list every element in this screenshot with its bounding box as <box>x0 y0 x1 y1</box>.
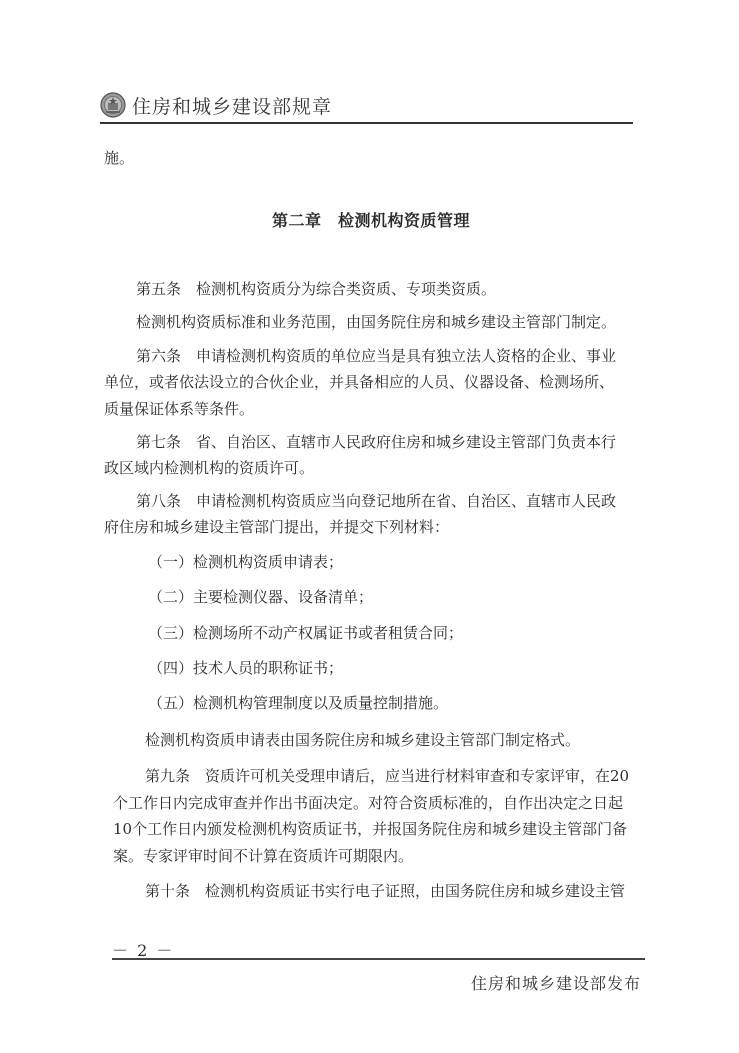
footer-rule <box>112 958 645 960</box>
list-item: （二）主要检测仪器、设备清单； <box>148 588 374 606</box>
paragraph-line: 第六条 申请检测机构资质的单位应当是具有独立法人资格的企业、事业 <box>136 347 617 365</box>
list-item: （五）检测机构管理制度以及质量控制措施。 <box>148 694 449 712</box>
list-item: （三）检测场所不动产权属证书或者租赁合同； <box>148 624 464 642</box>
list-item: （一）检测机构资质申请表； <box>148 553 344 571</box>
national-emblem-icon <box>100 92 126 118</box>
paragraph-line: 10个工作日内颁发检测机构资质证书，并报国务院住房和城乡建设主管部门备 <box>113 820 628 838</box>
paragraph-line: 第七条 省、自治区、直辖市人民政府住房和城乡建设主管部门负责本行 <box>136 433 617 451</box>
paragraph-line: 单位，或者依法设立的合伙企业，并具备相应的人员、仪器设备、检测场所、 <box>104 373 615 391</box>
paragraph-line: 政区域内检测机构的资质许可。 <box>104 459 315 477</box>
publisher-footer: 住房和城乡建设部发布 <box>471 974 642 993</box>
paragraph-line: 第五条 检测机构资质分为综合类资质、专项类资质。 <box>136 280 497 298</box>
paragraph-line: 府住房和城乡建设主管部门提出，并提交下列材料： <box>104 518 450 536</box>
carry-over-text: 施。 <box>104 149 135 167</box>
paragraph-line: 个工作日内完成审查并作出书面决定。对符合资质标准的，自作出决定之日起 <box>113 794 624 812</box>
header-title: 住房和城乡建设部规章 <box>132 96 333 118</box>
page-number: － 2 － <box>112 941 175 960</box>
paragraph-line: 质量保证体系等条件。 <box>104 400 255 418</box>
paragraph-line: 第九条 资质许可机关受理申请后，应当进行材料审查和专家评审，在20 <box>145 767 630 785</box>
paragraph-line: 第八条 申请检测机构资质应当向登记地所在省、自治区、直辖市人民政 <box>136 492 617 510</box>
paragraph-line: 第十条 检测机构资质证书实行电子证照，由国务院住房和城乡建设主管 <box>145 882 626 900</box>
header-rule <box>100 122 633 124</box>
paragraph-line: 检测机构资质标准和业务范围，由国务院住房和城乡建设主管部门制定。 <box>136 313 617 331</box>
paragraph-line: 案。专家评审时间不计算在资质许可期限内。 <box>113 847 414 865</box>
paragraph-line: 检测机构资质申请表由国务院住房和城乡建设主管部门制定格式。 <box>145 731 581 749</box>
list-item: （四）技术人员的职称证书； <box>148 659 344 677</box>
chapter-title: 第二章 检测机构资质管理 <box>272 211 471 230</box>
document-header <box>100 88 635 124</box>
